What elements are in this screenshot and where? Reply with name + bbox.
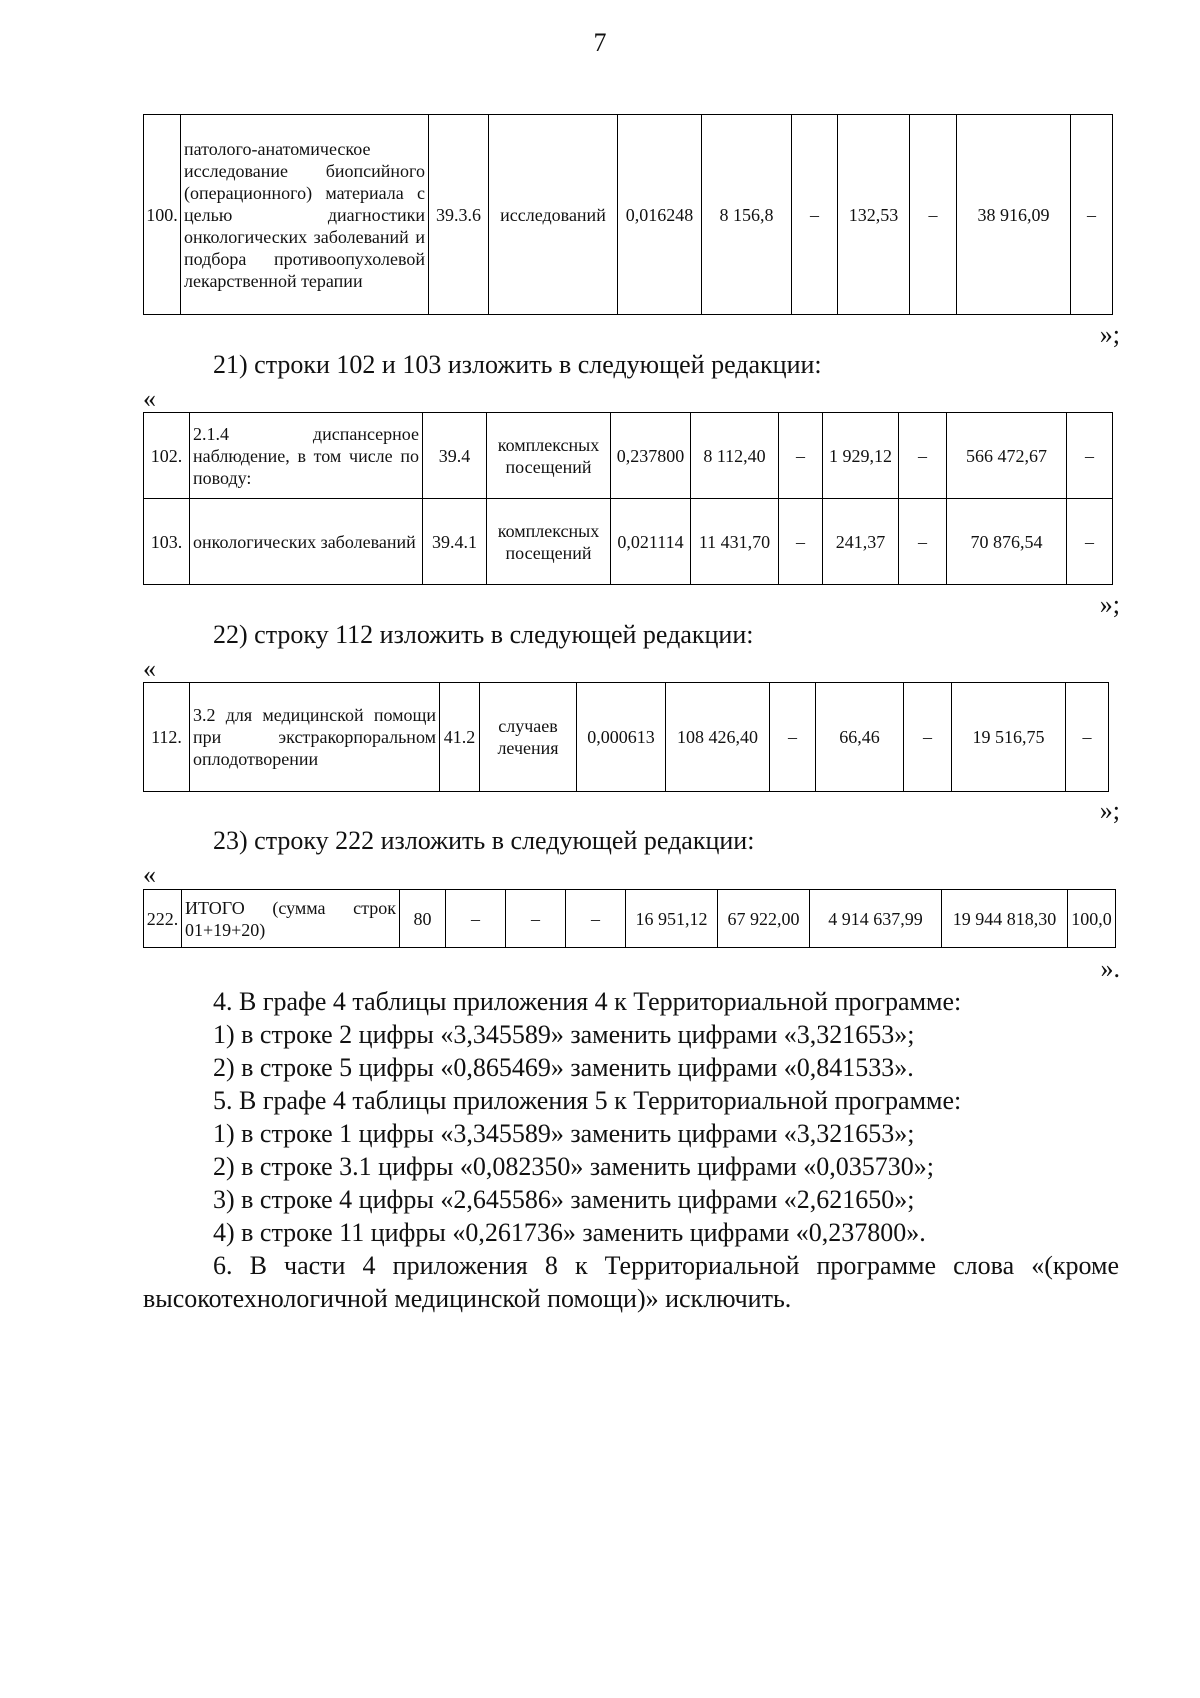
- row-code: 80: [400, 890, 446, 948]
- cell-value: 0,016248: [618, 115, 702, 315]
- cell-value: 66,46: [816, 683, 904, 792]
- close-quote: »;: [1099, 590, 1120, 619]
- open-quote: «: [143, 654, 156, 683]
- row-number: 103.: [144, 499, 190, 585]
- paragraph: 4) в строке 11 цифры «0,261736» заменить цифрами «0,237800».: [213, 1218, 926, 1247]
- paragraph: 5. В графе 4 таблицы приложения 5 к Территориальной программе:: [213, 1086, 962, 1115]
- paragraph: 2) в строке 3.1 цифры «0,082350» заменить цифрами «0,035730»;: [213, 1152, 934, 1181]
- cell-value: 16 951,12: [626, 890, 718, 948]
- paragraph: 3) в строке 4 цифры «2,645586» заменить цифрами «2,621650»;: [213, 1185, 915, 1214]
- paragraph: 2) в строке 5 цифры «0,865469» заменить цифрами «0,841533».: [213, 1053, 914, 1082]
- row-unit: комплексных посещений: [487, 413, 611, 499]
- open-quote: «: [143, 384, 156, 413]
- table-row: [144, 890, 1116, 948]
- close-quote: »;: [1099, 796, 1120, 825]
- cell-value: –: [1066, 683, 1109, 792]
- row-number: 102.: [144, 413, 190, 499]
- row-number: 112.: [144, 683, 190, 792]
- table-row: [144, 413, 1113, 499]
- paragraph: 4. В графе 4 таблицы приложения 4 к Территориальной программе:: [213, 987, 962, 1016]
- table-row-100: [143, 114, 1113, 315]
- section-heading-23: 23) строку 222 изложить в следующей редакции:: [213, 826, 755, 855]
- cell-value: 67 922,00: [718, 890, 810, 948]
- cell-value: 0,237800: [611, 413, 691, 499]
- table-row: [144, 683, 1109, 792]
- cell-value: –: [1067, 499, 1113, 585]
- row-unit: комплексных посещений: [487, 499, 611, 585]
- row-code: 39.4.1: [423, 499, 487, 585]
- table-row: [144, 499, 1113, 585]
- cell-value: 11 431,70: [691, 499, 779, 585]
- cell-value: –: [779, 413, 823, 499]
- row-description: онкологических заболеваний: [190, 499, 423, 585]
- row-code: 39.3.6: [429, 115, 489, 315]
- table-row-222: [143, 889, 1116, 948]
- paragraph: 1) в строке 2 цифры «3,345589» заменить цифрами «3,321653»;: [213, 1020, 915, 1049]
- cell-value: –: [792, 115, 838, 315]
- row-code: 39.4: [423, 413, 487, 499]
- row-number: 100.: [144, 115, 181, 315]
- paragraph: 6. В части 4 приложения 8 к Территориальной программе слова «(кроме высокотехнологичной медицинской помощи)» исключить.: [143, 1251, 1119, 1313]
- cell-value: 108 426,40: [666, 683, 770, 792]
- cell-value: –: [506, 890, 566, 948]
- cell-value: –: [899, 499, 947, 585]
- cell-value: 132,53: [838, 115, 910, 315]
- row-description: патолого-анатомическое исследование биопсийного (операционного) материала с целью диагностики онкологических заболеваний и подбора противоопухолевой лекарственной терапии: [181, 115, 429, 315]
- row-code: 41.2: [440, 683, 480, 792]
- cell-value: –: [1067, 413, 1113, 499]
- cell-value: 70 876,54: [947, 499, 1067, 585]
- cell-value: –: [910, 115, 957, 315]
- table-row: [144, 115, 1113, 315]
- table-row-112: [143, 682, 1109, 792]
- cell-value: –: [899, 413, 947, 499]
- cell-value: –: [446, 890, 506, 948]
- row-description: 2.1.4 диспансерное наблюдение, в том числе по поводу:: [190, 413, 423, 499]
- table-rows-102-103: [143, 412, 1113, 585]
- cell-value: 19 944 818,30: [942, 890, 1068, 948]
- cell-value: 100,0: [1068, 890, 1116, 948]
- cell-value: 19 516,75: [952, 683, 1066, 792]
- paragraph: 1) в строке 1 цифры «3,345589» заменить цифрами «3,321653»;: [213, 1119, 915, 1148]
- page-number: 7: [593, 28, 607, 57]
- row-number: 222.: [144, 890, 182, 948]
- cell-value: 8 112,40: [691, 413, 779, 499]
- cell-value: 566 472,67: [947, 413, 1067, 499]
- cell-value: 4 914 637,99: [810, 890, 942, 948]
- cell-value: 0,021114: [611, 499, 691, 585]
- close-quote: »;: [1099, 320, 1120, 349]
- cell-value: 38 916,09: [957, 115, 1071, 315]
- cell-value: –: [779, 499, 823, 585]
- row-description: ИТОГО (сумма строк 01+19+20): [182, 890, 400, 948]
- cell-value: 1 929,12: [823, 413, 899, 499]
- section-heading-21: 21) строки 102 и 103 изложить в следующей редакции:: [213, 350, 822, 379]
- row-unit: случаев лечения: [480, 683, 577, 792]
- open-quote: «: [143, 860, 156, 889]
- cell-value: –: [904, 683, 952, 792]
- cell-value: 8 156,8: [702, 115, 792, 315]
- cell-value: –: [566, 890, 626, 948]
- row-unit: исследований: [489, 115, 618, 315]
- cell-value: 241,37: [823, 499, 899, 585]
- cell-value: –: [770, 683, 816, 792]
- cell-value: –: [1071, 115, 1113, 315]
- close-quote: ».: [1100, 954, 1120, 983]
- row-description: 3.2 для медицинской помощи при экстракорпоральном оплодотворении: [190, 683, 440, 792]
- amendment-paragraphs: [143, 985, 1119, 1315]
- section-heading-22: 22) строку 112 изложить в следующей редакции:: [213, 620, 754, 649]
- cell-value: 0,000613: [577, 683, 666, 792]
